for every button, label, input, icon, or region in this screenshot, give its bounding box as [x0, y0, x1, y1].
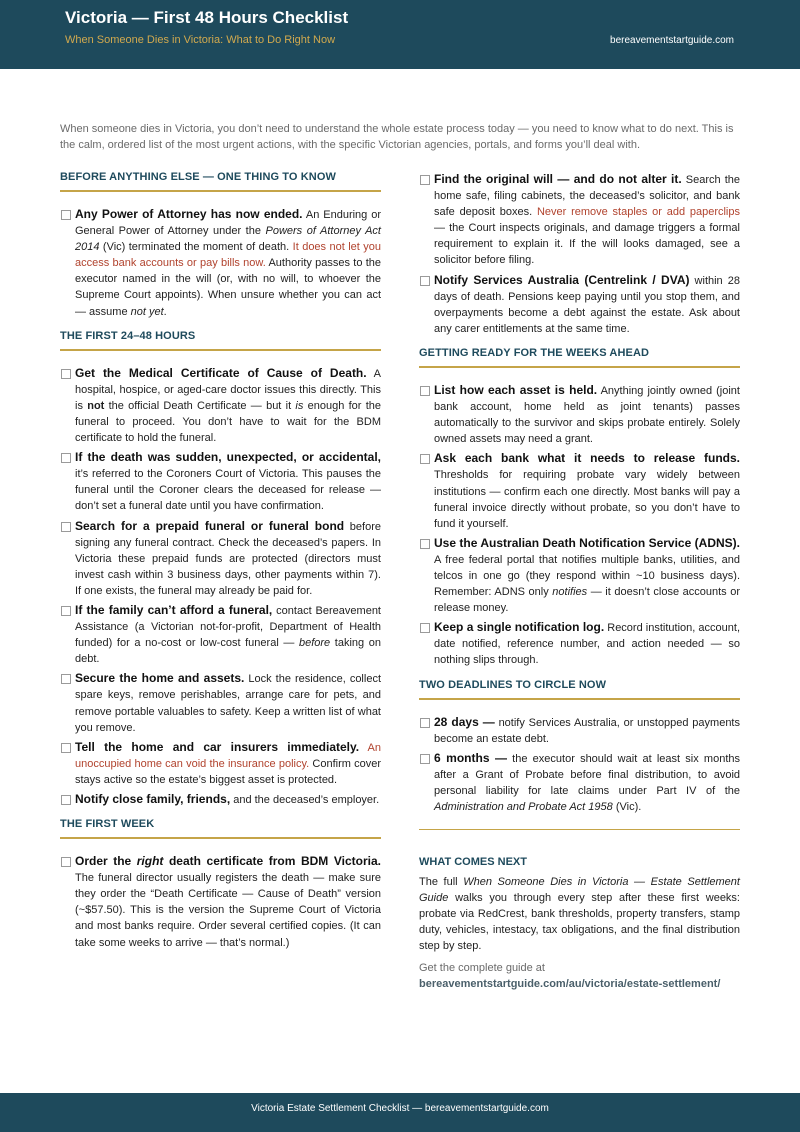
checkbox[interactable] — [420, 718, 430, 728]
checkbox[interactable] — [61, 857, 71, 867]
section-heading-before: BEFORE ANYTHING ELSE — ONE THING TO KNOW — [60, 171, 381, 192]
checkbox[interactable] — [61, 522, 71, 532]
what-next-paragraph: The full When Someone Dies in Victoria — Estate Settlement Guide walks you through every step after these first weeks: probate via RedCrest, bank thresholds, property transfers, stamp duty, vehicles, intestacy, tax obligations, and the final distribution step by step. — [419, 876, 740, 953]
checkbox[interactable] — [420, 623, 430, 633]
checklist-item-power-of-attorney: Any Power of Attorney has now ended. An Enduring or General Power of Attorney under the Powers of Attorney Act 2014 (Vic) terminated the moment of death. It does not let you access bank accounts or pay bills now. Authority passes to the executor named in the will (or, with no will, to whoever the Supreme Court appoints). When unsure whether you can act — assume not yet. — [60, 206, 381, 320]
checkbox[interactable] — [61, 369, 71, 379]
header-site-link[interactable]: bereavementstartguide.com — [610, 35, 734, 46]
section-heading-weeks-ahead: GETTING READY FOR THE WEEKS AHEAD — [419, 347, 740, 368]
checklist-item-notify-family: Notify close family, friends, and the deceased’s employer. — [60, 791, 381, 808]
page-title: Victoria — First 48 Hours Checklist — [65, 8, 349, 27]
checkbox[interactable] — [61, 795, 71, 805]
checklist-item-bank-release: Ask each bank what it needs to release funds. Thresholds for requiring probate vary widely between institutions — confirm each one directly. Most banks will pay a funeral invoice directly without probate, so you don’t have to fund it yourself. — [419, 450, 740, 531]
checklist-item-deadline-28-days: 28 days — notify Services Australia, or unstopped payments become an estate debt. — [419, 714, 740, 747]
section-heading-first-48: THE FIRST 24–48 HOURS — [60, 330, 381, 351]
checklist-item-deadline-6-months: 6 months — the executor should wait at least six months after a Grant of Probate before final distribution, to avoid personal liability for late claims under Part IV of the Administration and Probate Act 1958 (Vic). — [419, 750, 740, 815]
checklist-item-insurers: Tell the home and car insurers immediately. An unoccupied home can void the insurance policy. Confirm cover stays active so the estate’s biggest asset is protected. — [60, 739, 381, 788]
divider — [419, 829, 740, 830]
checkbox[interactable] — [61, 743, 71, 753]
footer-text: Victoria Estate Settlement Checklist — bereavementstartguide.com — [251, 1103, 549, 1114]
checklist-item-medical-certificate: Get the Medical Certificate of Cause of Death. A hospital, hospice, or aged-care doctor issues this directly. This is not the official Death Certificate — but it is enough for the funeral to proceed. You don’t have to wait for the BDM certificate to hold the funeral. — [60, 365, 381, 446]
checklist-item-prepaid-funeral: Search for a prepaid funeral or funeral bond before signing any funeral contract. Check the deceased’s papers. In Victoria these prepaid funds are protected (directors must invest cash within 3 business days, other payments within 7). If one exists, the funeral may already be paid for. — [60, 518, 381, 599]
checkbox[interactable] — [61, 606, 71, 616]
checkbox[interactable] — [420, 754, 430, 764]
checkbox[interactable] — [420, 454, 430, 464]
checklist-item-original-will: Find the original will — and do not alter it. Search the home safe, filing cabinets, the deceased’s solicitor, and bank safe deposit boxes. Never remove staples or add paperclips — the Court inspects originals, and damage triggers a formal requirement to explain it. If the will looks damaged, see a solicitor before filing. — [419, 171, 740, 269]
checkbox[interactable] — [61, 210, 71, 220]
checklist-item-afford-funeral: If the family can’t afford a funeral, contact Bereavement Assistance (a Victorian not-for-profit, Department of Health funded) for a no-cost or low-cost funeral — before taking on debt. — [60, 602, 381, 667]
guide-link[interactable]: bereavementstartguide.com/au/victoria/estate-settlement/ — [419, 977, 721, 990]
checklist-item-asset-holding: List how each asset is held. Anything jointly owned (joint bank account, home held as joint tenants) passes automatically to the survivor and skips probate entirely. Solely owned assets may need a grant. — [419, 382, 740, 447]
section-heading-what-next: WHAT COMES NEXT — [419, 856, 527, 869]
checklist-item-notification-log: Keep a single notification log. Record institution, account, date notified, reference number, and action needed — so nothing slips through. — [419, 619, 740, 668]
right-column — [419, 171, 740, 992]
left-column — [60, 171, 381, 954]
section-heading-deadlines: TWO DEADLINES TO CIRCLE NOW — [419, 679, 740, 700]
intro-paragraph: When someone dies in Victoria, you don’t need to understand the whole estate process today — you need to know what to do next. This is the calm, ordered list of the most urgent actions, with the specific Victorian agencies, portals, and forms you’ll deal with. — [60, 123, 734, 151]
guide-prompt: Get the complete guide at — [419, 961, 545, 974]
checkbox[interactable] — [420, 386, 430, 396]
page-footer — [0, 1093, 800, 1132]
checkbox[interactable] — [61, 453, 71, 463]
checklist-item-sudden-death: If the death was sudden, unexpected, or accidental, it’s referred to the Coroners Court of Victoria. This pauses the funeral until the Coroner clears the deceased for release — don’t set a funeral date until you have confirmation. — [60, 449, 381, 514]
checklist-item-services-australia: Notify Services Australia (Centrelink / DVA) within 28 days of death. Pensions keep paying until you stop them, and overpayments become a debt against the estate. Ask about any carer entitlements at the same time. — [419, 272, 740, 337]
page-header — [0, 0, 800, 69]
checkbox[interactable] — [420, 539, 430, 549]
checklist-item-secure-home: Secure the home and assets. Lock the residence, collect spare keys, remove perishables, arrange care for pets, and remove portable valuables to safety. Keep a written list of what you remove. — [60, 670, 381, 735]
checklist-item-adns: Use the Australian Death Notification Service (ADNS). A free federal portal that notifies multiple banks, utilities, and telcos in one go (they respond within ~10 business days). Remember: ADNS only notifies — it doesn’t close accounts or release money. — [419, 535, 740, 616]
checkbox[interactable] — [420, 276, 430, 286]
section-heading-first-week: THE FIRST WEEK — [60, 818, 381, 839]
checkbox[interactable] — [420, 175, 430, 185]
page-subtitle: When Someone Dies in Victoria: What to Do Right Now — [65, 34, 336, 46]
checklist-item-order-certificate: Order the right death certificate from BDM Victoria. The funeral director usually registers the death — make sure they order the “Death Certificate — Cause of Death” version (~$57.50). This is the version the Supreme Court of Victoria and most banks require. Order several certified copies. (It can take some weeks to arrive — that’s normal.) — [60, 853, 381, 951]
checkbox[interactable] — [61, 674, 71, 684]
